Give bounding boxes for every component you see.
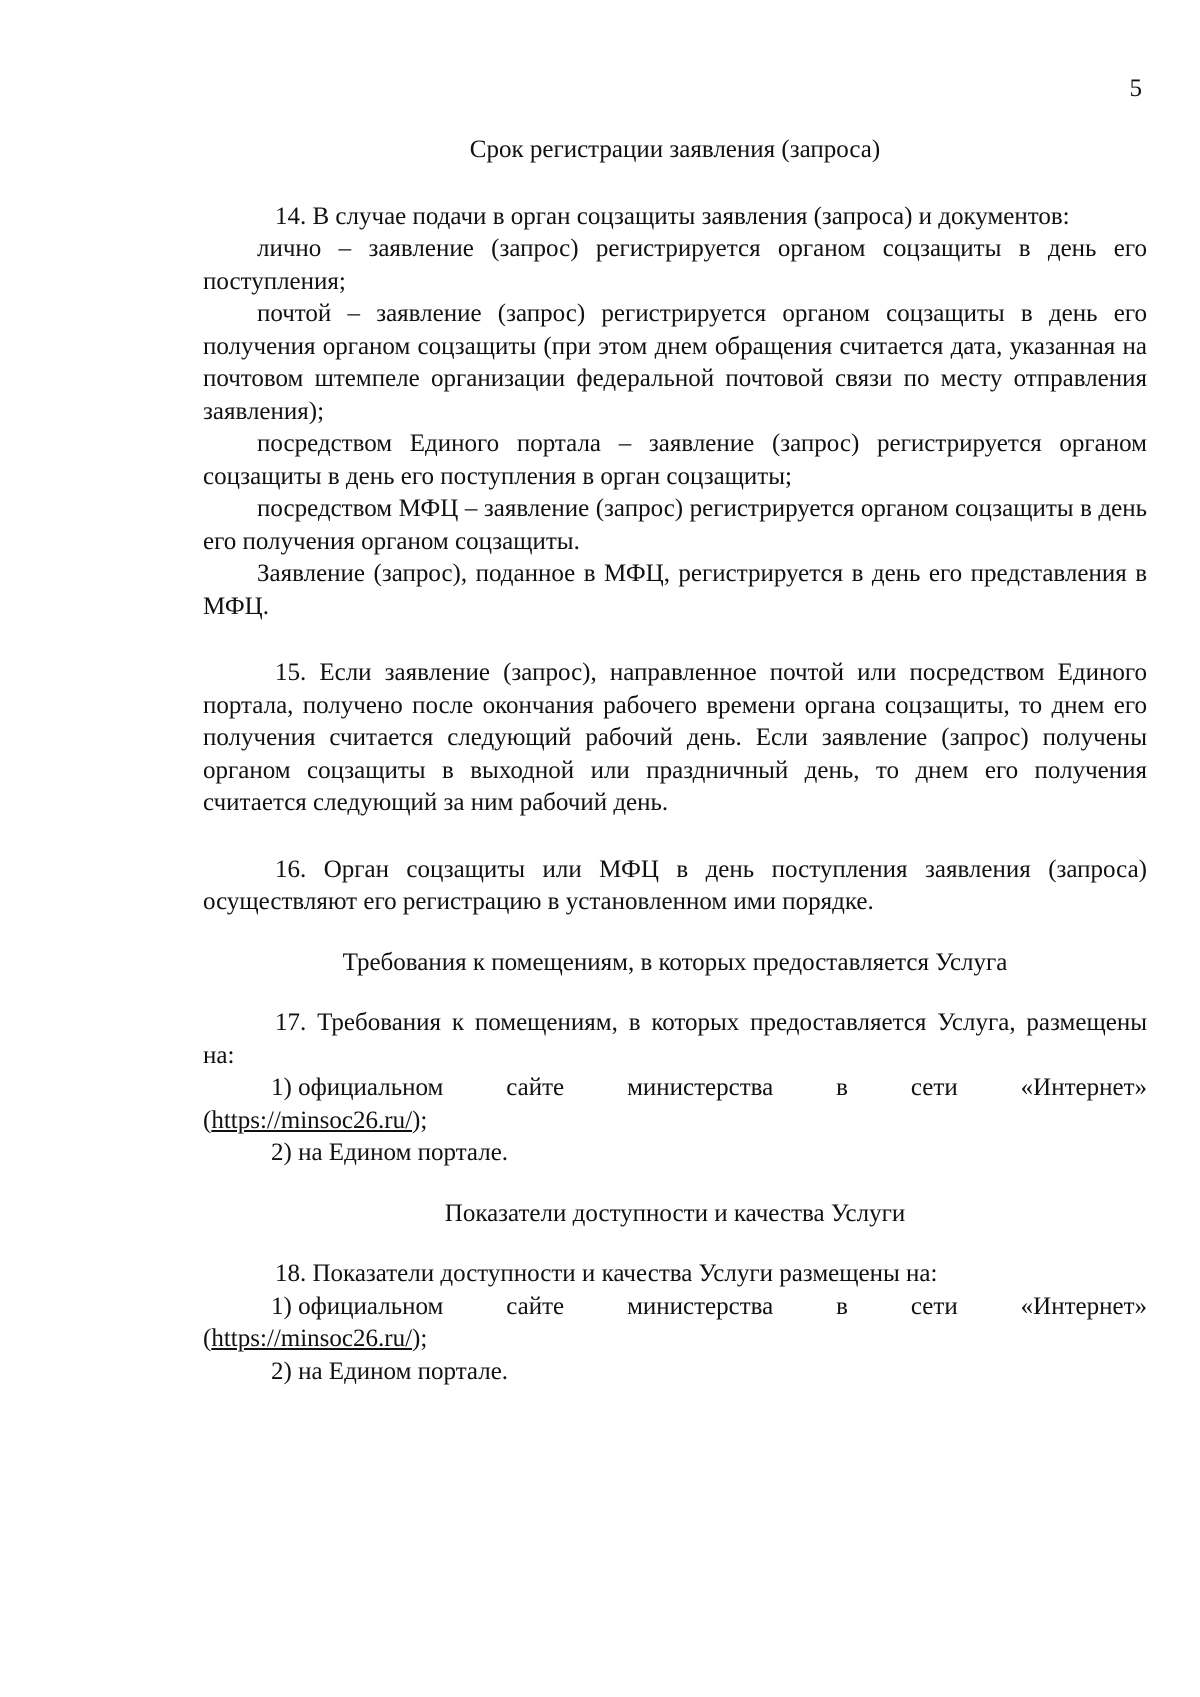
paragraph-18-intro: 18. Показатели доступности и качества Услуги размещены на: — [275, 1260, 938, 1287]
list-item-word: в — [836, 1074, 848, 1101]
list-item-word: сети — [910, 1292, 958, 1320]
minsoc-link[interactable]: https://minsoc26.ru/ — [211, 1106, 413, 1134]
list-item-word: сайте — [506, 1074, 565, 1101]
list-item-word: 1) официальном — [271, 1074, 444, 1101]
list-item-word: сети — [910, 1074, 958, 1101]
section-heading-quality: Показатели доступности и качества Услуги — [444, 1199, 906, 1227]
list-item-link-line: (https://minsoc26.ru/); — [203, 1106, 428, 1134]
list-item-word: министерства — [627, 1292, 774, 1320]
list-item-word: в — [836, 1292, 848, 1320]
section-heading-premises: Требования к помещениям, в которых предоставляется Услуга — [342, 948, 1008, 976]
list-item-unified-portal: 2) на Едином портале. — [271, 1139, 509, 1166]
page-number: 5 — [1129, 75, 1142, 102]
list-item-word: министерства — [627, 1074, 774, 1101]
document-body — [203, 134, 1147, 1388]
minsoc-link[interactable]: https://minsoc26.ru/ — [211, 1325, 413, 1352]
list-item-word: «Интернет» — [1020, 1292, 1147, 1320]
list-item-word: сайте — [506, 1292, 565, 1320]
paragraph-15: 15. Если заявление (запрос), направленное почтой или посредством Единого портала, получено после окончания рабочего времени органа соцзащиты, то днем его получения считается следующий рабочий день. Если заявление (запрос) получены органом соцзащиты в выходной или праздничный день, то днем его получения считается следующий за ним рабочий день. — [203, 659, 1147, 816]
paragraph-14-intro: 14. В случае подачи в орган соцзащиты заявления (запроса) и документов: — [275, 202, 1070, 230]
list-item-word: «Интернет» — [1020, 1074, 1147, 1101]
paragraph-14-mfc-note: Заявление (запрос), поданное в МФЦ, регистрируется в день его представления в МФЦ. — [203, 560, 1147, 620]
paragraph-17-intro: 17. Требования к помещениям, в которых предоставляется Услуга, размещены на: — [203, 1009, 1147, 1069]
paragraph-14-portal: посредством Единого портала – заявление (запрос) регистрируется органом соцзащиты в день его поступления в орган соцзащиты; — [203, 430, 1147, 490]
paragraph-16: 16. Орган соцзащиты или МФЦ в день поступления заявления (запроса) осуществляют его регистрацию в установленном ими порядке. — [203, 855, 1147, 915]
list-item-official-site — [203, 1291, 1147, 1324]
paragraph-14-mfc: посредством МФЦ – заявление (запрос) регистрируется органом соцзащиты в день его получения органом соцзащиты. — [203, 495, 1147, 555]
section-heading-registration: Срок регистрации заявления (запроса) — [469, 136, 881, 163]
paragraph-14-mail: почтой – заявление (запрос) регистрируется органом соцзащиты в день его получения органом соцзащиты (при этом днем обращения считается дата, указанная на почтовом штемпеле организации федеральной почтовой связи по месту отправления заявления); — [203, 300, 1147, 425]
paragraph-14-personal: лично – заявление (запрос) регистрируется органом соцзащиты в день его поступления; — [203, 235, 1147, 295]
list-item-official-site — [203, 1072, 1147, 1105]
list-item-link-line: (https://minsoc26.ru/); — [203, 1325, 428, 1352]
list-item-unified-portal: 2) на Едином портале. — [271, 1357, 509, 1385]
list-item-word: 1) официальном — [271, 1292, 444, 1320]
